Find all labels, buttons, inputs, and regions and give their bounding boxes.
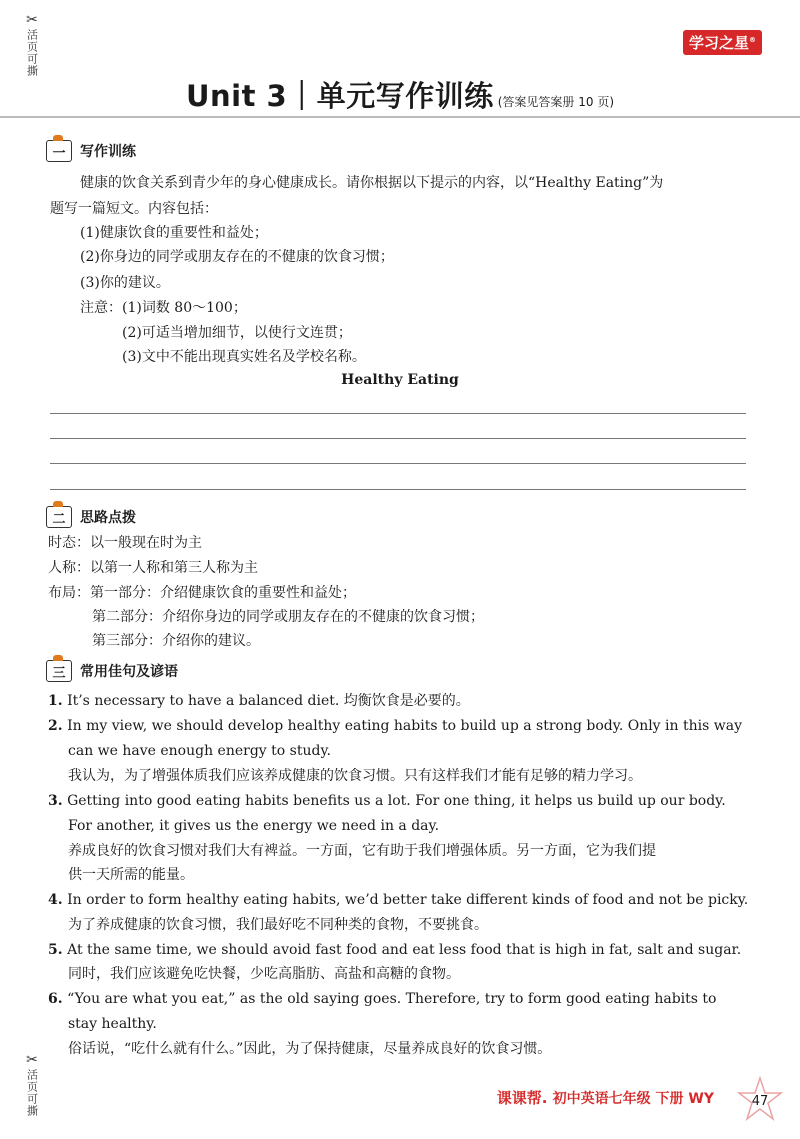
brand-logo (683, 30, 762, 55)
header-divider (0, 116, 800, 118)
section-heading-ideas (46, 506, 136, 528)
tip-line: 时态：以一般现在时为主 (48, 535, 202, 551)
tip-line: 第三部分：介绍你的建议。 (92, 633, 260, 649)
tip-line: 第二部分：介绍你身边的同学或朋友存在的不健康的饮食习惯； (92, 609, 484, 625)
phrase-number: 5. (48, 942, 63, 958)
prompt-line: (2)可适当增加细节，以使行文连贯； (122, 325, 352, 341)
phrase-item (48, 988, 716, 1010)
phrase-text: In my view, we should develop healthy eating habits to build up a strong body. Only in this way (67, 718, 742, 734)
phrase-translation: 俗话说，“吃什么就有什么。”因此，为了保持健康，尽量养成良好的饮食习惯。 (68, 1041, 552, 1057)
brand-label: 学习之星 (688, 34, 749, 52)
page-number-badge (736, 1076, 784, 1124)
essay-title: Healthy Eating (341, 372, 459, 388)
phrase-text: stay healthy. (68, 1016, 157, 1032)
answer-line[interactable] (50, 489, 746, 490)
brand-mark: ® (749, 36, 756, 44)
prompt-line: (2)你身边的同学或朋友存在的不健康的饮食习惯； (80, 249, 394, 265)
section-badge: 三 (46, 660, 72, 682)
page-title: Unit 3｜单元写作训练 (185, 79, 494, 113)
phrase-text: “You are what you eat,” as the old saying goes. Therefore, try to form good eating habits to (67, 991, 717, 1007)
tear-tab-bottom (18, 1054, 46, 1120)
tip-line: 人称：以第一人称和第三人称为主 (48, 560, 258, 576)
page-header (0, 74, 800, 115)
phrase-text: For another, it gives us the energy we need in a day. (68, 818, 440, 834)
section-title: 写作训练 (80, 144, 136, 160)
phrase-translation: 为了养成健康的饮食习惯，我们最好吃不同种类的食物，不要挑食。 (68, 917, 488, 933)
phrase-number: 2. (48, 718, 63, 734)
phrase-number: 6. (48, 991, 63, 1007)
section-badge: 一 (46, 140, 72, 162)
phrase-text: It’s necessary to have a balanced diet. 均衡饮食是必要的。 (67, 693, 470, 709)
section-badge: 二 (46, 506, 72, 528)
section-heading-phrases (46, 660, 178, 682)
phrase-number: 3. (48, 793, 63, 809)
prompt-line: (3)文中不能出现真实姓名及学校名称。 (122, 349, 366, 365)
phrase-text: In order to form healthy eating habits, we’d better take different kinds of food and not be picky. (67, 892, 749, 908)
phrase-item (48, 939, 741, 961)
answer-line[interactable] (50, 463, 746, 464)
answer-line[interactable] (50, 413, 746, 414)
phrase-translation: 我认为，为了增强体质我们应该养成健康的饮食习惯。只有这样我们才能有足够的精力学习。 (68, 768, 642, 784)
tear-tab-top (18, 14, 46, 80)
prompt-line: 注意：(1)词数 80～100； (80, 300, 247, 316)
tear-label-top: 活页可撕 (25, 29, 39, 77)
phrase-item (48, 790, 726, 812)
phrase-item (48, 690, 470, 712)
footer-subtitle: 初中英语七年级 下册 WY (552, 1091, 714, 1107)
tip-line: 布局：第一部分：介绍健康饮食的重要性和益处； (48, 585, 356, 601)
section-title: 思路点拨 (80, 510, 136, 526)
section-heading-writing (46, 140, 136, 162)
prompt-line: (3)你的建议。 (80, 275, 170, 291)
scissors-icon: ✂ (26, 12, 38, 28)
page-number: 47 (751, 1094, 769, 1109)
phrase-number: 1. (48, 693, 63, 709)
phrase-translation: 供一天所需的能量。 (68, 867, 194, 883)
phrase-item (48, 889, 748, 911)
phrase-item (48, 715, 742, 737)
section-title: 常用佳句及谚语 (80, 664, 178, 680)
phrase-text: Getting into good eating habits benefits us a lot. For one thing, it helps us build up our body. (67, 793, 726, 809)
phrase-text: At the same time, we should avoid fast food and eat less food that is high in fat, salt and sugar. (67, 942, 742, 958)
tear-label-bottom: 活页可撕 (25, 1069, 39, 1117)
phrase-text: can we have enough energy to study. (68, 743, 331, 759)
answer-note: (答案见答案册 10 页) (497, 95, 615, 109)
prompt-line: 健康的饮食关系到青少年的身心健康成长。请你根据以下提示的内容，以“Healthy Eating”为 (80, 175, 664, 191)
phrase-number: 4. (48, 892, 63, 908)
scissors-icon: ✂ (26, 1052, 38, 1068)
prompt-line: (1)健康饮食的重要性和益处； (80, 225, 268, 241)
footer-brand (497, 1087, 714, 1108)
prompt-line: 题写一篇短文。内容包括： (50, 201, 218, 217)
phrase-translation: 同时，我们应该避免吃快餐，少吃高脂肪、高盐和高糖的食物。 (68, 966, 460, 982)
phrase-translation: 养成良好的饮食习惯对我们大有裨益。一方面，它有助于我们增强体质。另一方面，它为我们提 (68, 843, 656, 859)
answer-line[interactable] (50, 438, 746, 439)
footer-brand-label: 课课帮. (496, 1089, 548, 1107)
